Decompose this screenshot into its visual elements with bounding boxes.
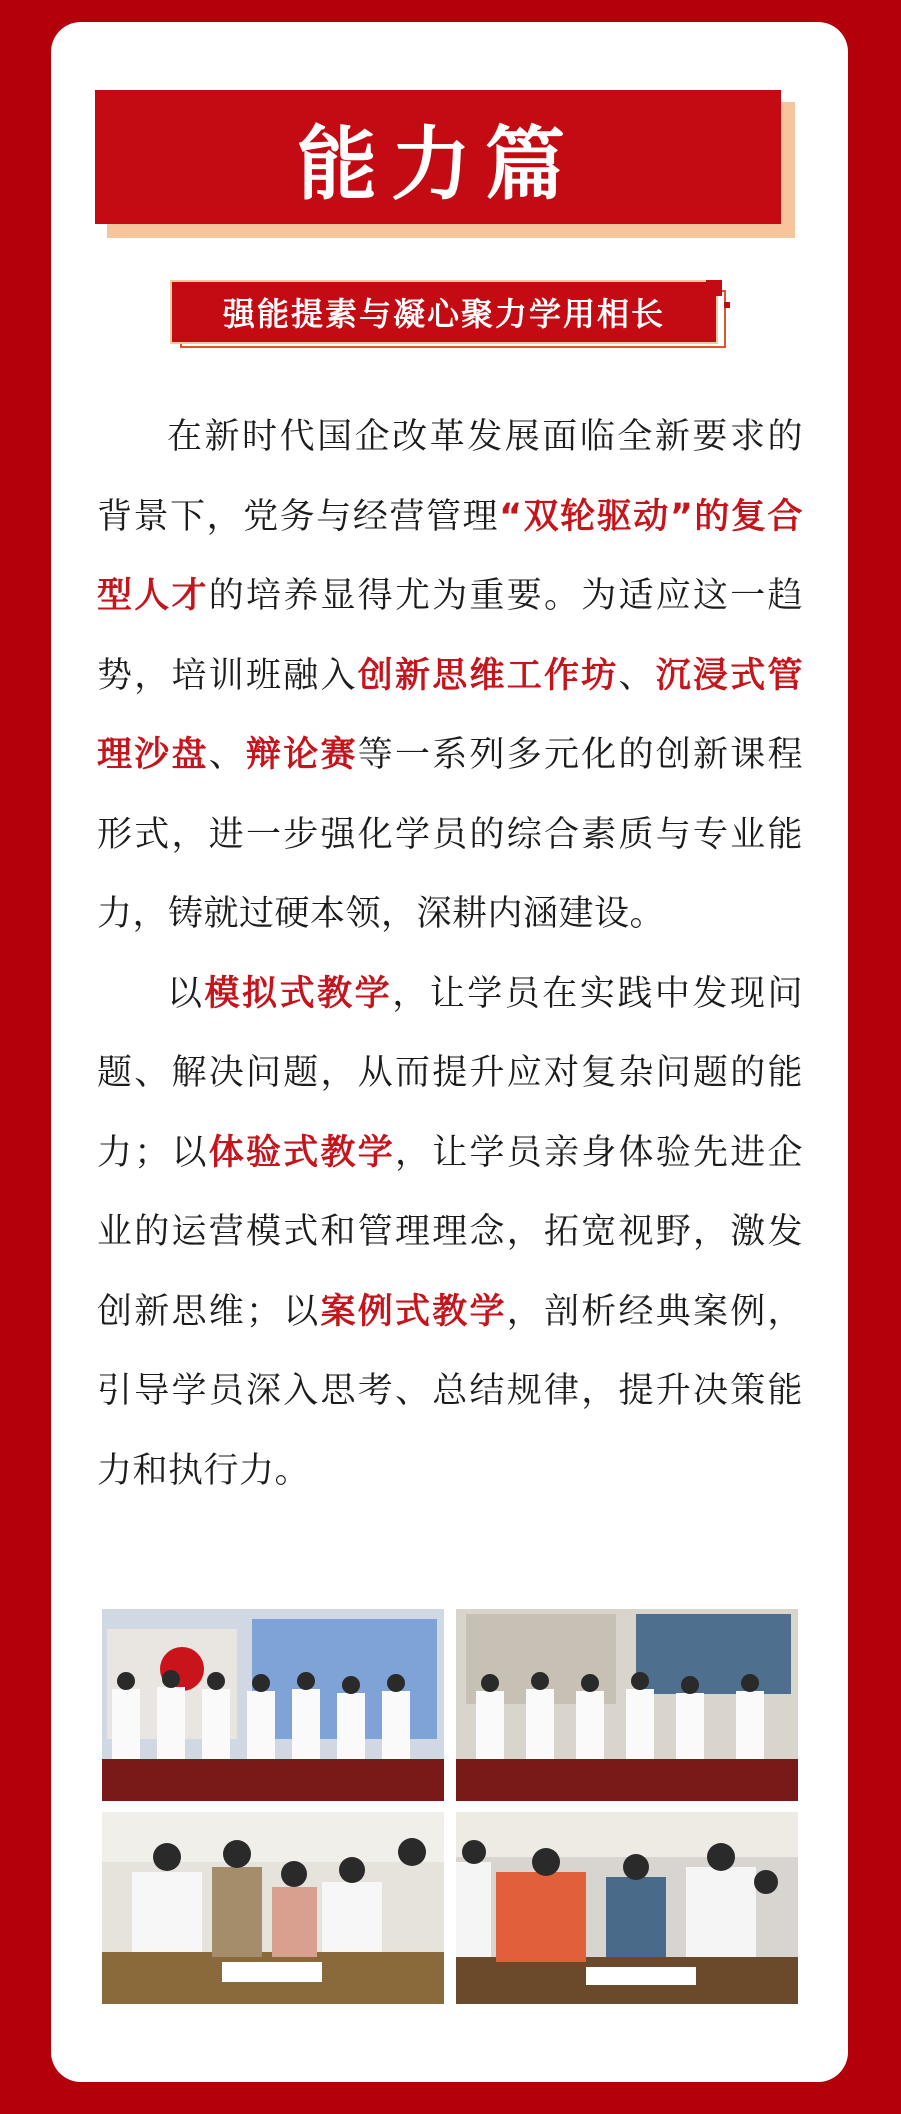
title-banner xyxy=(95,90,795,238)
photo-ceremony-right xyxy=(456,1609,798,1801)
body-text-segment: 、 xyxy=(618,655,656,696)
subtitle: 强能提素与凝心聚力学用相长 xyxy=(222,295,665,333)
highlight-text: 创新思维工作坊 xyxy=(357,655,619,696)
body-text-segment: 等一系列多元化的创新课程形式，进一步强化学员的综合素质与专业能力，铸就过硬本领，深耕内涵建设。 xyxy=(97,735,803,934)
highlight-text: 辩论赛 xyxy=(246,735,358,775)
highlight-text: 模拟式教学 xyxy=(204,973,393,1014)
body-text-segment: ，剖析经典案例，引导学员深入思考、总结规律，提升决策能力和执行力。 xyxy=(97,1291,803,1491)
subtitle-banner xyxy=(170,280,730,370)
photo-workshop-right xyxy=(456,1812,798,2004)
highlight-text: 案例式教学 xyxy=(320,1291,507,1332)
photo-ceremony-left xyxy=(102,1609,444,1801)
decor-square-large xyxy=(706,280,722,296)
body-text-segment: 的培养显得尤为重要。为适应这一趋势，培训班融入 xyxy=(97,576,803,696)
body-text-segment: 以 xyxy=(167,973,205,1014)
title-banner-bar xyxy=(95,90,781,224)
decor-square-small xyxy=(724,302,730,308)
highlight-text: “双轮驱动”的复合型人才 xyxy=(97,496,803,616)
paragraph-2 xyxy=(97,955,803,1512)
body-text-segment: 、 xyxy=(208,735,246,775)
article-body xyxy=(97,398,803,1511)
highlight-text: 体验式教学 xyxy=(208,1132,395,1173)
body-text-segment: ，让学员在实践中发现问题、解决问题，从而提升应对复杂问题的能力；以 xyxy=(97,973,803,1173)
photo-workshop-left xyxy=(102,1812,444,2004)
photo-grid xyxy=(102,1609,798,2004)
body-text-segment: 在新时代国企改革发展面临全新要求的背景下，党务与经营管理 xyxy=(97,417,803,537)
page-title: 能力篇 xyxy=(297,117,579,211)
body-text-segment: ，让学员亲身体验先进企业的运营模式和管理理念，拓宽视野，激发创新思维；以 xyxy=(97,1132,803,1332)
paragraph-1 xyxy=(97,398,803,955)
subtitle-banner-bar xyxy=(170,280,718,344)
highlight-text: 沉浸式管理沙盘 xyxy=(97,655,803,775)
